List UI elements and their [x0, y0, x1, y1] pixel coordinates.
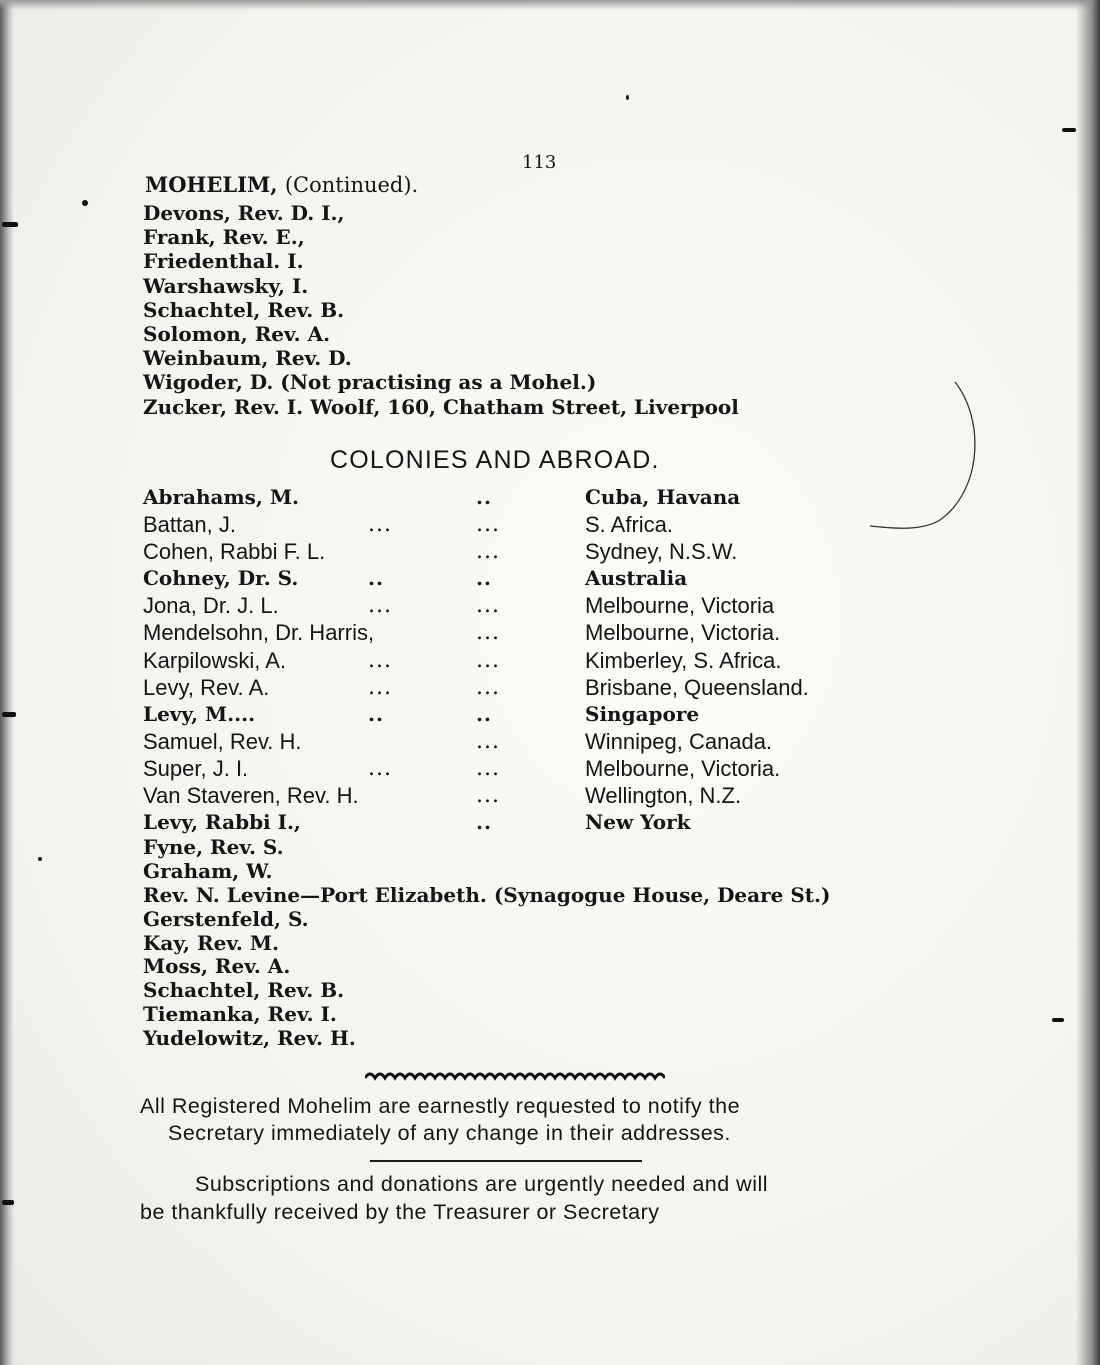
page-edge-shadow-left	[0, 0, 14, 1365]
person-name: Super, J. I.	[143, 755, 249, 781]
list-item: Zucker, Rev. I. Woolf, 160, Chatham Street, Liverpool	[143, 394, 739, 419]
notice-line: Secretary immediately of any change in their addresses.	[168, 1121, 731, 1145]
ink-speck	[2, 1200, 14, 1205]
colonies-table	[143, 484, 903, 836]
person-name: Levy, Rev. A.	[143, 674, 270, 700]
table-row	[143, 484, 903, 511]
person-name: Mendelsohn, Dr. Harris,	[143, 620, 375, 646]
leader-dots: ...	[476, 783, 500, 809]
person-name: Cohney, Dr. S.	[143, 566, 299, 591]
table-row	[143, 809, 903, 836]
person-name: Jona, Dr. J. L.	[143, 593, 279, 619]
location: Cuba, Havana	[585, 485, 741, 509]
list-item: Schachtel, Rev. B.	[143, 297, 345, 322]
location: Melbourne, Victoria.	[585, 755, 781, 781]
ink-speck	[82, 200, 88, 206]
ink-speck	[2, 222, 18, 227]
wavy-divider	[365, 1068, 665, 1082]
leader-dots: ...	[476, 512, 500, 538]
person-name: Levy, M....	[143, 701, 256, 726]
colonies-title: COLONIES AND ABROAD.	[330, 446, 660, 474]
heading-title: MOHELIM,	[145, 172, 278, 197]
list-item: Solomon, Rev. A.	[143, 321, 331, 346]
list-item: Weinbaum, Rev. D.	[143, 346, 352, 371]
pencil-bracket-mark	[860, 380, 980, 540]
ink-speck	[38, 857, 42, 861]
notice-line: All Registered Mohelim are earnestly requested to notify the	[140, 1094, 741, 1118]
leader-dots: ...	[368, 674, 392, 700]
list-item: Warshawsky, I.	[143, 273, 309, 298]
location: S. Africa.	[585, 512, 674, 538]
location: Winnipeg, Canada.	[585, 728, 773, 754]
table-row	[143, 511, 903, 538]
table-row	[143, 782, 903, 809]
person-name: Karpilowski, A.	[143, 647, 287, 673]
list-item: Rev. N. Levine—Port Elizabeth. (Synagogue House, Deare St.)	[143, 882, 831, 907]
leader-dots: ..	[476, 810, 492, 835]
leader-dots: ...	[476, 755, 500, 781]
ink-speck	[1062, 128, 1076, 132]
leader-dots: ...	[368, 647, 392, 673]
subscriptions-line: Subscriptions and donations are urgently needed and will	[195, 1172, 769, 1196]
section-heading-mohelim	[145, 172, 418, 197]
heading-suffix: (Continued).	[284, 173, 419, 197]
list-item: Schachtel, Rev. B.	[143, 978, 345, 1003]
leader-dots: ..	[476, 566, 492, 591]
leader-dots: ..	[476, 701, 492, 726]
table-row	[143, 701, 903, 728]
leader-dots: ...	[476, 539, 500, 565]
table-row	[143, 755, 903, 782]
list-item: Gerstenfeld, S.	[143, 906, 309, 931]
list-item: Fyne, Rev. S.	[143, 835, 284, 859]
subscriptions-paragraph	[140, 1170, 940, 1226]
list-item: Graham, W.	[143, 858, 273, 883]
table-row	[143, 538, 903, 565]
list-item: Friedenthal. I.	[143, 249, 304, 274]
location: Singapore	[585, 701, 700, 726]
page-number: 113	[522, 152, 557, 173]
horizontal-rule	[370, 1160, 642, 1162]
person-name: Abrahams, M.	[143, 485, 299, 509]
table-row	[143, 619, 903, 646]
list-item: Moss, Rev. A.	[143, 954, 291, 979]
leader-dots: ...	[368, 593, 392, 619]
person-name: Van Staveren, Rev. H.	[143, 783, 359, 809]
list-item: Frank, Rev. E.,	[143, 225, 305, 250]
leader-dots: ...	[476, 647, 500, 673]
subscriptions-line: be thankfully received by the Treasurer or Secretary	[140, 1200, 660, 1224]
notice-paragraph	[140, 1093, 930, 1147]
location: Melbourne, Victoria	[585, 593, 775, 619]
leader-dots: ..	[368, 701, 384, 726]
leader-dots: ...	[368, 755, 392, 781]
location: Wellington, N.Z.	[585, 783, 742, 809]
ink-speck	[1052, 1018, 1064, 1022]
person-name: Samuel, Rev. H.	[143, 728, 302, 754]
person-name: Levy, Rabbi I.,	[143, 810, 301, 835]
location: Kimberley, S. Africa.	[585, 647, 782, 673]
table-row	[143, 674, 903, 701]
table-row	[143, 728, 903, 755]
page-edge-shadow-right	[1076, 0, 1100, 1365]
location: Brisbane, Queensland.	[585, 674, 809, 700]
leader-dots: ...	[476, 728, 500, 754]
list-item: Wigoder, D. (Not practising as a Mohel.)	[143, 370, 597, 395]
location: Sydney, N.S.W.	[585, 539, 738, 565]
leader-dots: ...	[476, 620, 500, 646]
list-item: Devons, Rev. D. I.,	[143, 201, 345, 225]
leader-dots: ...	[368, 512, 392, 538]
list-item: Tiemanka, Rev. I.	[143, 1002, 337, 1027]
ink-speck	[2, 712, 16, 717]
leader-dots: ..	[476, 485, 492, 509]
additional-mohelim-list	[143, 835, 830, 1050]
leader-dots: ...	[476, 674, 500, 700]
location: New York	[585, 810, 691, 835]
list-item: Yudelowitz, Rev. H.	[143, 1026, 356, 1051]
mohelim-list	[143, 201, 739, 419]
table-row	[143, 592, 903, 619]
ink-speck	[626, 95, 629, 100]
table-row	[143, 647, 903, 674]
leader-dots: ..	[368, 566, 384, 591]
leader-dots: ...	[476, 593, 500, 619]
page-edge-shadow-top	[0, 0, 1100, 10]
table-row	[143, 565, 903, 592]
location: Melbourne, Victoria.	[585, 620, 781, 646]
person-name: Battan, J.	[143, 512, 236, 538]
person-name: Cohen, Rabbi F. L.	[143, 539, 326, 565]
location: Australia	[585, 566, 688, 591]
list-item: Kay, Rev. M.	[143, 930, 279, 955]
